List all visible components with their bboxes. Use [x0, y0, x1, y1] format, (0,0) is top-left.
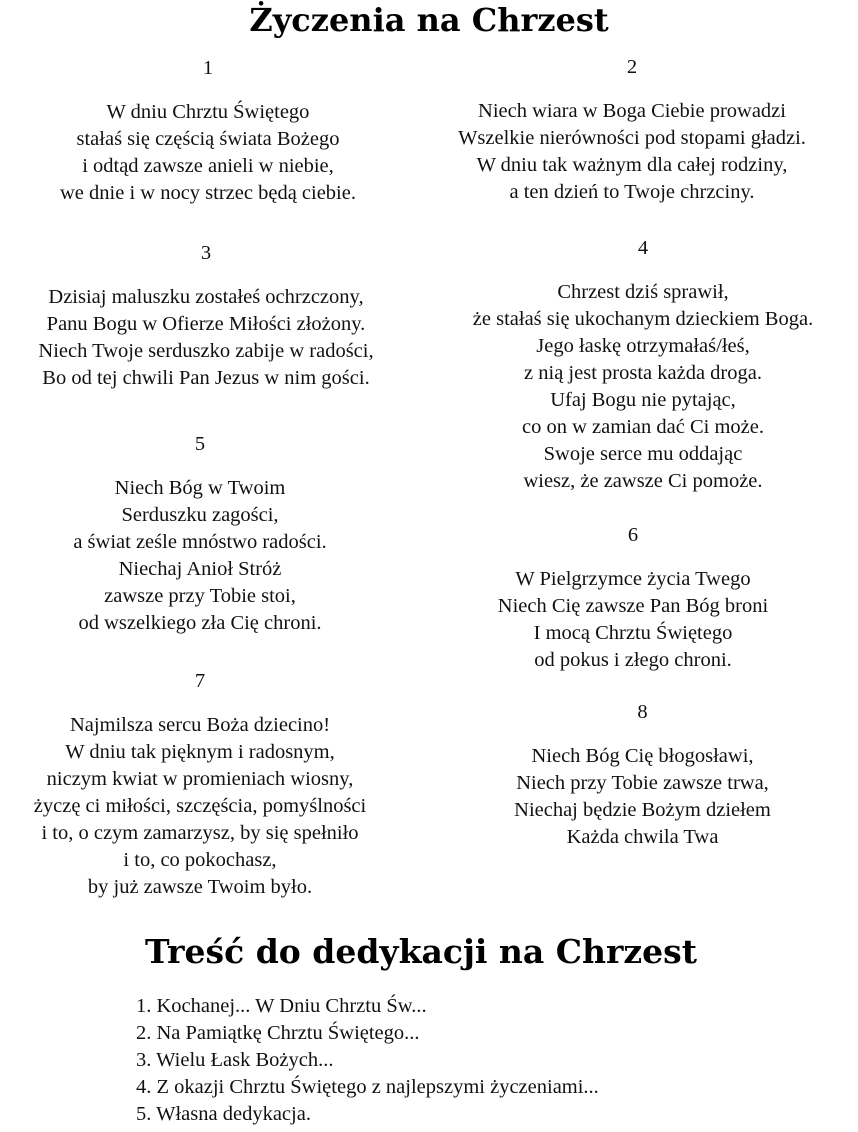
wish-block-4 — [428, 235, 858, 495]
list-item: 5. Własna dedykacja. — [136, 1103, 311, 1125]
wish-line: i to, co pokochasz, — [123, 849, 277, 871]
wish-line: W dniu tak ważnym dla całej rodziny, — [476, 154, 788, 176]
wish-line: Niechaj będzie Bożym dziełem — [514, 799, 771, 821]
list-item: 4. Z okazji Chrztu Świętego z najlepszymi życzeniami... — [136, 1076, 599, 1098]
wish-line: zawsze przy Tobie stoi, — [104, 585, 296, 607]
wish-line: W Pielgrzymce życia Twego — [515, 568, 751, 590]
wish-block-6 — [470, 522, 796, 674]
wish-line: Jego łaskę otrzymałaś/łeś, — [536, 335, 750, 357]
wish-line: i odtąd zawsze anieli w niebie, — [82, 155, 334, 177]
wish-line: Ufaj Bogu nie pytając, — [550, 389, 736, 411]
wish-line: Każda chwila Twa — [566, 826, 719, 848]
wish-line: od pokus i złego chroni. — [534, 649, 732, 671]
wish-block-8 — [480, 699, 805, 851]
page-title: Życzenia na Chrzest — [249, 1, 609, 39]
wish-line: W dniu tak pięknym i radosnym, — [65, 741, 335, 763]
wish-number: 6 — [627, 524, 639, 546]
wish-line: Niech Cię zawsze Pan Bóg broni — [497, 595, 769, 617]
wish-line: i to, o czym zamarzysz, by się spełniło — [41, 822, 359, 844]
wish-line: Bo od tej chwili Pan Jezus w nim gości. — [42, 367, 370, 389]
wish-line: Niechaj Anioł Stróż — [118, 558, 282, 580]
wish-number: 4 — [637, 237, 649, 259]
wish-line: wiesz, że zawsze Ci pomoże. — [523, 470, 763, 492]
wish-number: 1 — [202, 57, 214, 79]
wish-line: Niech Twoje serduszko zabije w radości, — [38, 340, 374, 362]
wish-line: Dzisiaj maluszku zostałeś ochrzczony, — [48, 286, 364, 308]
wish-line: niczym kwiat w promieniach wiosny, — [46, 768, 354, 790]
wish-line: a świat ześle mnóstwo radości. — [73, 531, 327, 553]
wish-line: I mocą Chrztu Świętego — [533, 622, 733, 644]
wish-number: 7 — [194, 670, 206, 692]
wish-line: Niech Bóg Cię błogosławi, — [531, 745, 754, 767]
wish-line: W dniu Chrztu Świętego — [106, 101, 310, 123]
wish-block-1 — [8, 55, 408, 207]
wish-line: Serduszku zagości, — [121, 504, 279, 526]
wish-block-2 — [412, 54, 852, 206]
wish-number: 3 — [200, 242, 212, 264]
wish-line: Panu Bogu w Ofierze Miłości złożony. — [46, 313, 366, 335]
wish-block-5 — [10, 431, 390, 637]
wish-line: by już zawsze Twoim było. — [87, 876, 313, 898]
wish-line: Wszelkie nierówności pod stopami gładzi. — [458, 127, 806, 149]
list-item: 2. Na Pamiątkę Chrztu Świętego... — [136, 1022, 420, 1044]
wish-line: a ten dzień to Twoje chrzciny. — [509, 181, 755, 203]
wish-line: Niech Bóg w Twoim — [114, 477, 286, 499]
dedication-list — [136, 993, 599, 1128]
list-item: 1. Kochanej... W Dniu Chrztu Św... — [136, 995, 427, 1017]
wish-line: od wszelkiego zła Cię chroni. — [78, 612, 322, 634]
wish-line: z nią jest prosta każda droga. — [524, 362, 762, 384]
wish-block-3 — [0, 240, 412, 392]
section-title: Treść do dedykacji na Chrzest — [145, 932, 697, 971]
wish-line: Najmilsza sercu Boża dziecino! — [69, 714, 331, 736]
wish-line: Swoje serce mu oddając — [543, 443, 743, 465]
wish-line: Niech wiara w Boga Ciebie prowadzi — [478, 100, 786, 122]
wish-line: co on w zamian dać Ci może. — [522, 416, 764, 438]
wish-block-7 — [10, 668, 390, 901]
wish-line: stałaś się częścią świata Bożego — [76, 128, 340, 150]
list-item: 3. Wielu Łask Bożych... — [136, 1049, 334, 1071]
wish-number: 8 — [637, 701, 648, 723]
wish-number: 5 — [194, 433, 206, 455]
wish-line: we dnie i w nocy strzec będą ciebie. — [60, 182, 356, 204]
wish-number: 2 — [626, 56, 638, 78]
wish-line: Niech przy Tobie zawsze trwa, — [516, 772, 769, 794]
wish-line: że stałaś się ukochanym dzieckiem Boga. — [472, 308, 814, 330]
wish-line: życzę ci miłości, szczęścia, pomyślności — [33, 795, 367, 817]
wish-line: Chrzest dziś sprawił, — [557, 281, 729, 303]
